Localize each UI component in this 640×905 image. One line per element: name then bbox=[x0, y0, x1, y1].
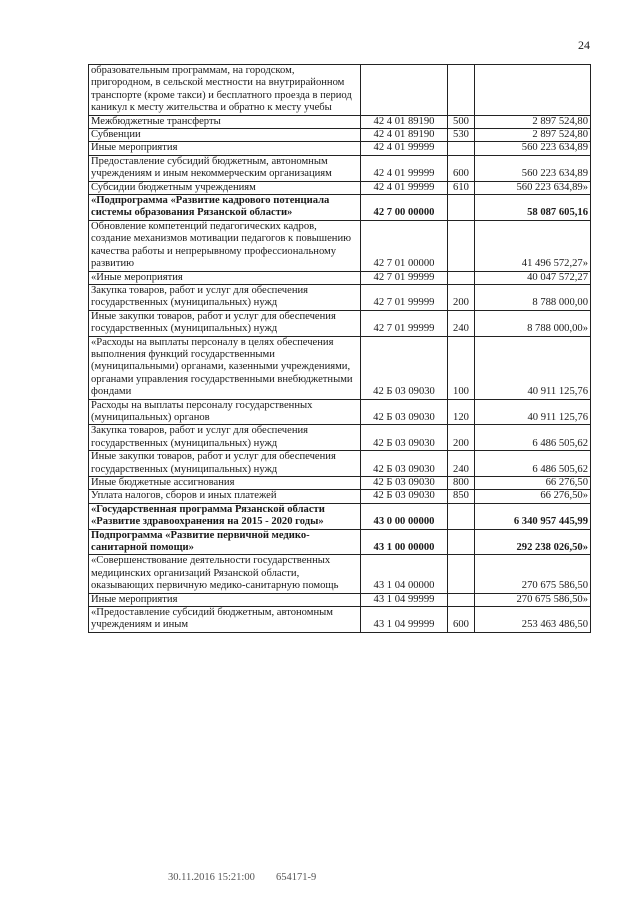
table-row bbox=[89, 593, 591, 606]
row-sum-cell: 270 675 586,50 bbox=[475, 555, 591, 593]
row-code-cell: 42 7 00 00000 bbox=[361, 195, 448, 221]
row-name-cell: Расходы на выплаты персоналу государственных (муниципальных) органов bbox=[89, 399, 361, 425]
row-name-cell: «Государственная программа Рязанской области «Развитие здравоохранения на 2015 - 2020 годы» bbox=[89, 503, 361, 529]
budget-table-body bbox=[89, 65, 591, 633]
row-name-cell: Уплата налогов, сборов и иных платежей bbox=[89, 490, 361, 503]
row-code-cell: 42 7 01 00000 bbox=[361, 220, 448, 271]
row-name-cell: Межбюджетные трансферты bbox=[89, 115, 361, 128]
row-code-cell: 42 7 01 99999 bbox=[361, 271, 448, 284]
row-code-cell: 43 1 04 99999 bbox=[361, 593, 448, 606]
row-name-cell: Обновление компетенций педагогических кадров, создание механизмов мотивации педагогов к повышению качества работы и непрерывному профессиональному развитию bbox=[89, 220, 361, 271]
row-sum-cell: 2 897 524,80 bbox=[475, 129, 591, 142]
table-row bbox=[89, 271, 591, 284]
row-sum-cell: 6 486 505,62 bbox=[475, 425, 591, 451]
table-row bbox=[89, 399, 591, 425]
row-sum-cell: 40 911 125,76 bbox=[475, 336, 591, 399]
row-code-cell: 43 1 00 00000 bbox=[361, 529, 448, 555]
row-sum-cell: 6 486 505,62 bbox=[475, 451, 591, 477]
row-code-cell: 42 7 01 99999 bbox=[361, 284, 448, 310]
row-vr-cell bbox=[448, 555, 475, 593]
row-vr-cell bbox=[448, 220, 475, 271]
row-vr-cell bbox=[448, 65, 475, 116]
row-name-cell: Субвенции bbox=[89, 129, 361, 142]
row-name-cell: «Иные мероприятия bbox=[89, 271, 361, 284]
row-name-cell: образовательным программам, на городском, пригородном, в сельской местности на внутрирайонном транспорте (кроме такси) и бесплатного проезда в период каникул к месту жительства и обратно к месту учебы bbox=[89, 65, 361, 116]
row-sum-cell: 40 911 125,76 bbox=[475, 399, 591, 425]
row-name-cell: Иные мероприятия bbox=[89, 142, 361, 155]
row-name-cell: Закупка товаров, работ и услуг для обеспечения государственных (муниципальных) нужд bbox=[89, 284, 361, 310]
row-sum-cell: 292 238 026,50» bbox=[475, 529, 591, 555]
row-vr-cell bbox=[448, 503, 475, 529]
row-vr-cell bbox=[448, 593, 475, 606]
row-name-cell: Иные закупки товаров, работ и услуг для обеспечения государственных (муниципальных) нужд bbox=[89, 451, 361, 477]
row-code-cell: 42 4 01 99999 bbox=[361, 155, 448, 181]
row-vr-cell: 500 bbox=[448, 115, 475, 128]
table-row bbox=[89, 142, 591, 155]
table-row bbox=[89, 529, 591, 555]
row-name-cell: «Предоставление субсидий бюджетным, автономным учреждениям и иным bbox=[89, 607, 361, 633]
table-row bbox=[89, 477, 591, 490]
row-vr-cell: 200 bbox=[448, 425, 475, 451]
table-row bbox=[89, 451, 591, 477]
row-vr-cell: 120 bbox=[448, 399, 475, 425]
row-name-cell: Предоставление субсидий бюджетным, автономным учреждениям и иным некоммерческим организациям bbox=[89, 155, 361, 181]
row-vr-cell: 100 bbox=[448, 336, 475, 399]
row-name-cell: Иные закупки товаров, работ и услуг для обеспечения государственных (муниципальных) нужд bbox=[89, 310, 361, 336]
table-row bbox=[89, 155, 591, 181]
row-vr-cell bbox=[448, 195, 475, 221]
table-row bbox=[89, 310, 591, 336]
row-vr-cell: 850 bbox=[448, 490, 475, 503]
row-sum-cell: 560 223 634,89 bbox=[475, 142, 591, 155]
row-sum-cell: 58 087 605,16 bbox=[475, 195, 591, 221]
row-vr-cell: 600 bbox=[448, 607, 475, 633]
row-code-cell: 42 Б 03 09030 bbox=[361, 399, 448, 425]
table-row bbox=[89, 181, 591, 194]
row-sum-cell: 560 223 634,89 bbox=[475, 155, 591, 181]
row-sum-cell: 270 675 586,50» bbox=[475, 593, 591, 606]
row-vr-cell: 240 bbox=[448, 451, 475, 477]
table-row bbox=[89, 129, 591, 142]
row-sum-cell: 41 496 572,27» bbox=[475, 220, 591, 271]
row-sum-cell: 6 340 957 445,99 bbox=[475, 503, 591, 529]
row-sum-cell: 40 047 572,27 bbox=[475, 271, 591, 284]
footer-timestamp: 30.11.2016 15:21:00 bbox=[168, 872, 255, 883]
row-sum-cell: 66 276,50» bbox=[475, 490, 591, 503]
row-code-cell bbox=[361, 65, 448, 116]
table-row bbox=[89, 425, 591, 451]
row-name-cell: Подпрограмма «Развитие первичной медико-санитарной помощи» bbox=[89, 529, 361, 555]
row-name-cell: Закупка товаров, работ и услуг для обеспечения государственных (муниципальных) нужд bbox=[89, 425, 361, 451]
row-sum-cell: 253 463 486,50 bbox=[475, 607, 591, 633]
table-row bbox=[89, 284, 591, 310]
budget-table bbox=[88, 64, 591, 633]
table-row bbox=[89, 115, 591, 128]
row-code-cell: 42 Б 03 09030 bbox=[361, 477, 448, 490]
row-code-cell: 42 Б 03 09030 bbox=[361, 451, 448, 477]
row-sum-cell: 560 223 634,89» bbox=[475, 181, 591, 194]
row-vr-cell bbox=[448, 271, 475, 284]
row-vr-cell: 600 bbox=[448, 155, 475, 181]
footer-document-id: 654171-9 bbox=[276, 872, 317, 883]
row-code-cell: 42 4 01 89190 bbox=[361, 115, 448, 128]
table-row bbox=[89, 336, 591, 399]
row-vr-cell: 240 bbox=[448, 310, 475, 336]
row-code-cell: 42 4 01 99999 bbox=[361, 142, 448, 155]
row-code-cell: 43 1 04 99999 bbox=[361, 607, 448, 633]
row-vr-cell bbox=[448, 529, 475, 555]
table-row bbox=[89, 555, 591, 593]
table-row bbox=[89, 220, 591, 271]
table-row bbox=[89, 490, 591, 503]
row-vr-cell: 200 bbox=[448, 284, 475, 310]
row-name-cell: Иные бюджетные ассигнования bbox=[89, 477, 361, 490]
row-name-cell: «Подпрограмма «Развитие кадрового потенциала системы образования Рязанской области» bbox=[89, 195, 361, 221]
row-name-cell: Иные мероприятия bbox=[89, 593, 361, 606]
table-row bbox=[89, 503, 591, 529]
row-sum-cell: 8 788 000,00» bbox=[475, 310, 591, 336]
row-code-cell: 42 7 01 99999 bbox=[361, 310, 448, 336]
row-vr-cell: 800 bbox=[448, 477, 475, 490]
row-name-cell: «Расходы на выплаты персоналу в целях обеспечения выполнения функций государственными (муниципальными) органами, казенными учреждениями, органами управления государственными внебюджетными фондами bbox=[89, 336, 361, 399]
row-vr-cell bbox=[448, 142, 475, 155]
row-name-cell: «Совершенствование деятельности государственных медицинских организаций Рязанской области, оказывающих первичную медико-санитарную помощь bbox=[89, 555, 361, 593]
row-sum-cell: 2 897 524,80 bbox=[475, 115, 591, 128]
row-name-cell: Субсидии бюджетным учреждениям bbox=[89, 181, 361, 194]
row-code-cell: 42 4 01 89190 bbox=[361, 129, 448, 142]
row-code-cell: 42 Б 03 09030 bbox=[361, 425, 448, 451]
row-sum-cell bbox=[475, 65, 591, 116]
row-sum-cell: 8 788 000,00 bbox=[475, 284, 591, 310]
row-code-cell: 42 Б 03 09030 bbox=[361, 490, 448, 503]
row-code-cell: 42 Б 03 09030 bbox=[361, 336, 448, 399]
row-vr-cell: 530 bbox=[448, 129, 475, 142]
row-sum-cell: 66 276,50 bbox=[475, 477, 591, 490]
row-vr-cell: 610 bbox=[448, 181, 475, 194]
row-code-cell: 43 1 04 00000 bbox=[361, 555, 448, 593]
table-row bbox=[89, 607, 591, 633]
row-code-cell: 43 0 00 00000 bbox=[361, 503, 448, 529]
page-number: 24 bbox=[578, 38, 590, 52]
table-row bbox=[89, 65, 591, 116]
table-row bbox=[89, 195, 591, 221]
row-code-cell: 42 4 01 99999 bbox=[361, 181, 448, 194]
